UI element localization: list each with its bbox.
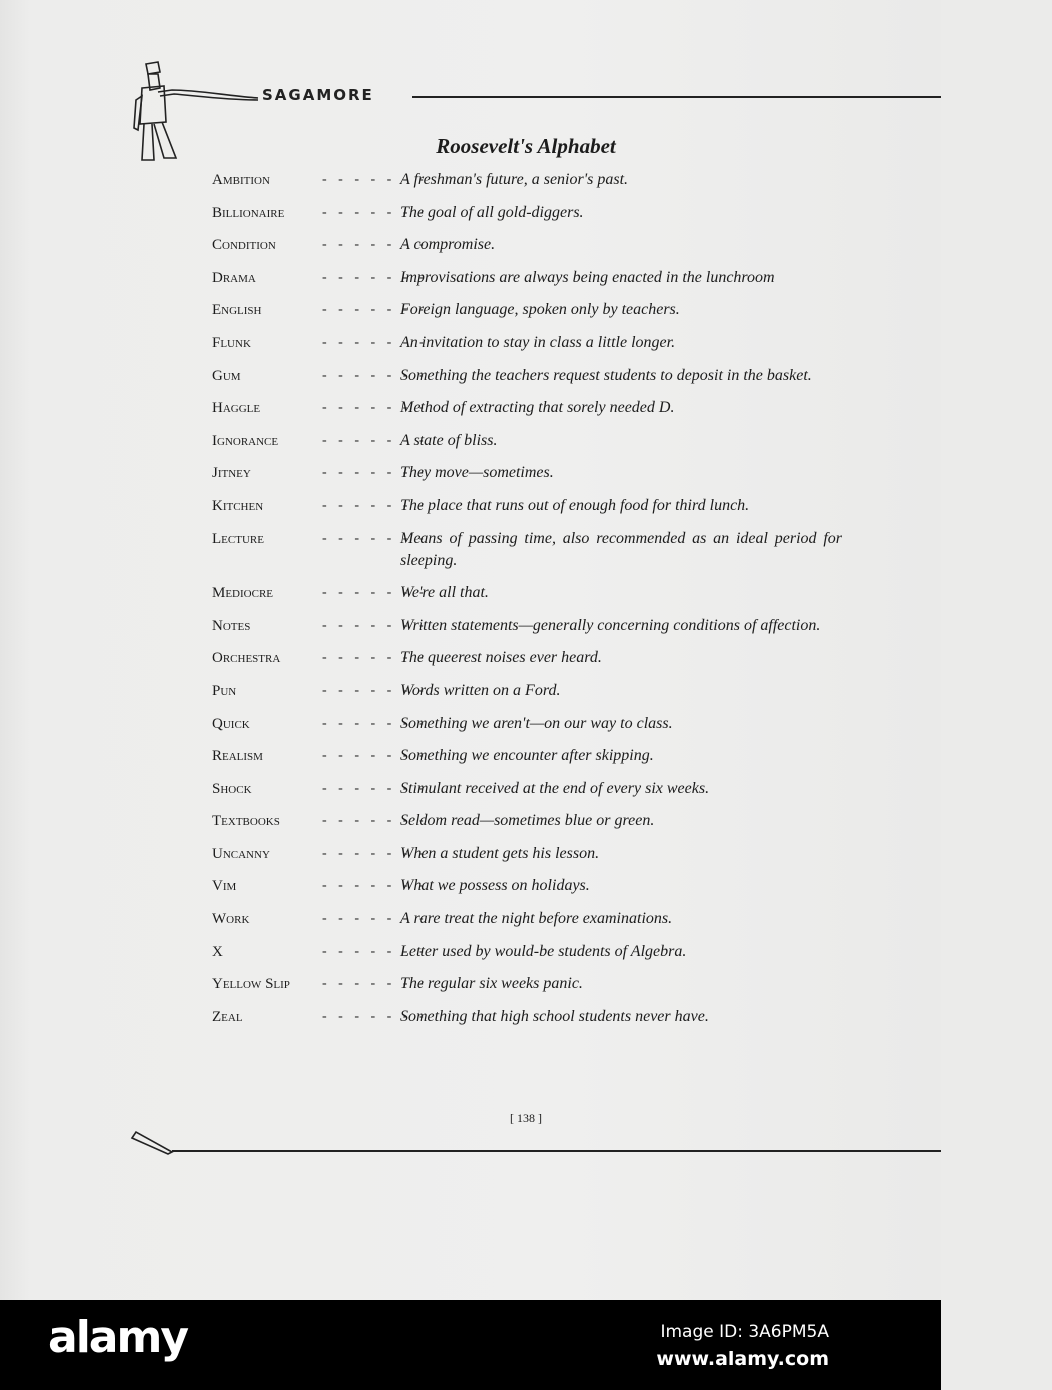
list-item (212, 397, 842, 419)
entry-term: Gum (212, 367, 241, 384)
entry-term: Work (212, 911, 250, 928)
entry-definition: The regular six weeks panic. (400, 975, 583, 993)
leader-dashes: - - - - - - - (322, 650, 428, 666)
list-item (212, 843, 842, 865)
entry-definition: The goal of all gold-diggers. (400, 203, 584, 221)
entry-term: Pun (212, 682, 237, 699)
leader-dashes: - - - - - - - (322, 172, 428, 187)
list-item (212, 495, 842, 517)
list-item (212, 680, 842, 702)
entry-term: Ambition (212, 172, 270, 188)
entry-term: Zeal (212, 1008, 243, 1025)
entry-definition: Foreign language, spoken only by teachers. (400, 301, 680, 319)
list-item (212, 528, 842, 572)
leader-dashes: - - - - - - - (322, 497, 428, 513)
entry-term: Textbooks (212, 813, 280, 830)
entry-term: X (212, 943, 223, 960)
entry-term: Uncanny (212, 845, 270, 862)
entry-definition: Something that high school students never have. (400, 1007, 709, 1025)
list-item (212, 647, 842, 669)
entry-term: Drama (212, 269, 256, 286)
leader-dashes: - - - - - - - (322, 715, 428, 731)
list-item (212, 745, 842, 767)
page-title: Roosevelt's Alphabet (436, 134, 616, 158)
horn-icon (128, 1130, 178, 1160)
list-item (212, 778, 842, 800)
leader-dashes: - - - - - - - (322, 813, 428, 829)
entry-definition: They move—sometimes. (400, 464, 554, 482)
header-rule (412, 96, 941, 98)
entry-term: Kitchen (212, 497, 264, 514)
leader-dashes: - - - - - - - (322, 204, 428, 220)
list-item (212, 941, 842, 963)
entry-term: English (212, 302, 262, 319)
watermark-logo: alamy (48, 1312, 187, 1363)
leader-dashes: - - - - - - - (322, 237, 428, 253)
list-item (212, 430, 842, 452)
entry-term: Haggle (212, 400, 261, 417)
leader-dashes: - - - - - - - (322, 976, 428, 992)
entry-definition: Means of passing time, also recommended as an ideal period for sleeping. (400, 529, 842, 569)
list-item (212, 582, 842, 604)
leader-dashes: - - - - - - - (322, 748, 428, 764)
entry-definition: Seldom read—sometimes blue or green. (400, 812, 655, 830)
leader-dashes: - - - - - - - (322, 943, 428, 959)
leader-dashes: - - - - - - - (322, 780, 428, 796)
leader-dashes: - - - - - - - (322, 1008, 428, 1024)
leader-dashes: - - - - - - - (322, 617, 428, 633)
entry-definition: An invitation to stay in class a little longer. (400, 333, 676, 351)
entry-definition: Written statements—generally concerning conditions of affection. (400, 616, 821, 634)
entry-definition: A state of bliss. (400, 431, 498, 449)
leader-dashes: - - - - - - - (322, 911, 428, 927)
entry-definition: Stimulant received at the end of every six weeks. (400, 779, 710, 797)
entry-term: Ignorance (212, 432, 279, 449)
watermark-site: www.alamy.com (656, 1348, 829, 1370)
leader-dashes: - - - - - - - (322, 465, 428, 481)
entry-term: Quick (212, 715, 250, 732)
entry-definition: The place that runs out of enough food for third lunch. (400, 496, 750, 514)
entry-term: Mediocre (212, 585, 274, 602)
entry-term: Shock (212, 780, 252, 797)
entry-definition: Improvisations are always being enacted in the lunchroom (400, 268, 775, 286)
entry-definition: The queerest noises ever heard. (400, 649, 602, 667)
leader-dashes: - - - - - - - (322, 432, 428, 448)
list-item (212, 169, 842, 191)
entry-definition: A freshman's future, a senior's past. (400, 171, 629, 188)
entry-definition: Letter used by would-be students of Algebra. (400, 942, 687, 960)
alphabet-list (212, 169, 842, 1038)
list-item (212, 267, 842, 289)
list-item (212, 462, 842, 484)
entry-term: Lecture (212, 530, 264, 547)
leader-dashes: - - - - - - - (322, 878, 428, 894)
list-item (212, 1006, 842, 1028)
leader-dashes: - - - - - - - (322, 400, 428, 416)
watermark-bar (0, 1300, 941, 1390)
entry-definition: Method of extracting that sorely needed D. (400, 399, 675, 417)
entry-term: Jitney (212, 465, 251, 482)
leader-dashes: - - - - - - - (322, 682, 428, 698)
footer-rule (172, 1150, 941, 1152)
entry-definition: A compromise. (400, 236, 496, 254)
entry-definition: When a student gets his lesson. (400, 844, 600, 862)
entry-term: Vim (212, 878, 237, 895)
list-item (212, 299, 842, 321)
entry-definition: Something we encounter after skipping. (400, 747, 654, 765)
entry-definition: We're all that. (400, 584, 489, 602)
entry-definition: Something we aren't—on our way to class. (400, 714, 673, 732)
entry-definition: A rare treat the night before examinations. (400, 910, 673, 928)
list-item (212, 713, 842, 735)
yearbook-brand: SAGAMORE (262, 86, 374, 104)
entry-term: Condition (212, 237, 276, 254)
list-item (212, 875, 842, 897)
list-item (212, 332, 842, 354)
page-number: [ 138 ] (510, 1111, 542, 1125)
entry-definition: Something the teachers request students to deposit in the basket. (400, 366, 812, 384)
list-item (212, 908, 842, 930)
leader-dashes: - - - - - - - (322, 367, 428, 383)
list-item (212, 365, 842, 387)
image-id: Image ID: 3A6PM5A (660, 1322, 829, 1342)
leader-dashes: - - - - - - - (322, 302, 428, 318)
entry-term: Orchestra (212, 650, 281, 667)
leader-dashes: - - - - - - - (322, 269, 428, 285)
leader-dashes: - - - - - - - (322, 530, 428, 546)
list-item (212, 973, 842, 995)
entry-term: Billionaire (212, 204, 285, 221)
entry-term: Realism (212, 748, 263, 765)
list-item (212, 234, 842, 256)
list-item (212, 202, 842, 224)
entry-term: Yellow Slip (212, 976, 290, 993)
leader-dashes: - - - - - - - (322, 845, 428, 861)
entry-definition: Words written on a Ford. (400, 681, 561, 699)
entry-definition: What we possess on holidays. (400, 877, 590, 895)
leader-dashes: - - - - - - - (322, 585, 428, 601)
entry-term: Notes (212, 617, 251, 634)
list-item (212, 615, 842, 637)
entry-term: Flunk (212, 334, 251, 351)
list-item (212, 810, 842, 832)
leader-dashes: - - - - - - - (322, 334, 428, 350)
